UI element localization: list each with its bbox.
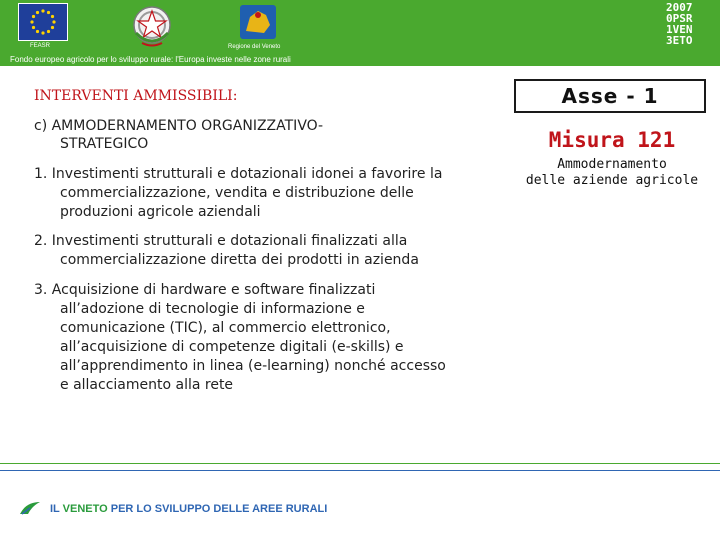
italian-emblem-icon <box>130 3 174 51</box>
veneto-lion-logo <box>238 3 278 45</box>
lion-of-st-mark-icon <box>238 3 278 41</box>
list-item-text: 1. Investimenti strutturali e dotazionali idonei a favorire la <box>34 166 443 182</box>
badge-line: 3ETO <box>666 34 693 47</box>
psr-2007-2013-badge <box>666 2 714 46</box>
region-logo-caption: Regione del Veneto <box>228 44 281 50</box>
footer-slogan-highlight: VENETO <box>62 503 108 515</box>
badge-line: 2007 <box>666 1 693 14</box>
eu-logo-caption: FEASR <box>30 43 51 49</box>
section-title-line: STRATEGICO <box>60 136 149 152</box>
list-item-text: produzioni agricole aziendali <box>60 204 261 220</box>
leaf-icon <box>18 500 42 516</box>
misura-subtitle-line: delle aziende agricole <box>525 173 699 188</box>
list-item-text: all’apprendimento in linea (e-learning) nonché accesso <box>60 358 446 374</box>
footer-divider-blue <box>0 470 720 471</box>
section-title <box>34 117 464 153</box>
footer-leaf-logo <box>18 500 42 520</box>
misura-title: Misura 121 <box>548 128 676 152</box>
list-item-1 <box>34 165 524 222</box>
page-heading: INTERVENTI AMMISSIBILI: <box>34 88 238 104</box>
section-title-line: c) AMMODERNAMENTO ORGANIZZATIVO- <box>34 118 324 134</box>
header-banner <box>0 0 720 66</box>
list-item-3 <box>34 281 524 395</box>
footer-slogan <box>50 503 327 515</box>
eu-flag-logo <box>18 3 68 41</box>
list-item-text: e allacciamento alla rete <box>60 377 234 393</box>
eu-stars-icon <box>19 4 67 40</box>
footer-slogan-prefix: IL <box>50 503 63 515</box>
list-item-text: 3. Acquisizione di hardware e software finalizzati <box>34 282 376 298</box>
misura-subtitle-line: Ammodernamento <box>557 157 667 172</box>
list-item-text: comunicazione (TIC), al commercio elettronico, <box>60 320 391 336</box>
banner-subtitle: Fondo europeo agricolo per lo sviluppo rurale: l'Europa investe nelle zone rurali <box>10 55 291 64</box>
asse-box: Asse - 1 <box>514 79 706 113</box>
list-item-text: commercializzazione diretta dei prodotti in azienda <box>60 252 419 268</box>
list-item-text: all’adozione di tecnologie di informazione e <box>60 301 365 317</box>
badge-line: 1VEN <box>666 23 693 36</box>
misura-subtitle <box>514 157 710 189</box>
footer-divider-green <box>0 463 720 464</box>
list-item-text: 2. Investimenti strutturali e dotazionali finalizzati alla <box>34 233 408 249</box>
list-item-text: commercializzazione, vendita e distribuzione delle <box>60 185 414 201</box>
list-item-2 <box>34 232 524 270</box>
footer-slogan-rest: PER LO SVILUPPO DELLE AREE RURALI <box>107 503 328 515</box>
italian-emblem-logo <box>130 3 174 55</box>
list-item-text: all’acquisizione di competenze digitali (e-skills) e <box>60 339 404 355</box>
badge-line: 0PSR <box>666 12 693 25</box>
